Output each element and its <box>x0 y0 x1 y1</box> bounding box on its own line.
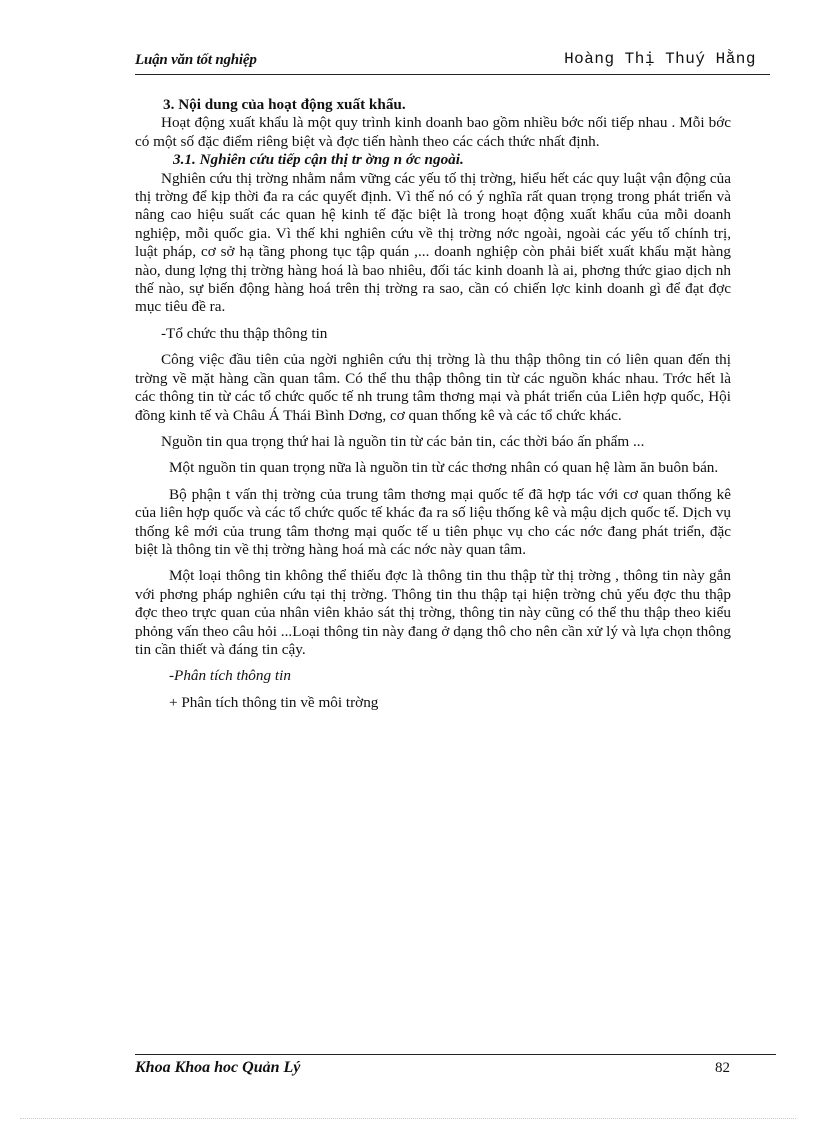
page-body <box>135 96 731 712</box>
paragraph-market-research: Nghiên cứu thị trờng nhằm nắm vững các yếu tố thị trờng, hiểu hết các quy luật vận động của thị trờng để kịp thời đa ra các quyết định. Vì thế nó có ý nghĩa rất quan trọng trong phát triển và nâng cao hiệu suất các quan hệ kinh tế đặc biệt là trong hoạt động xuất khẩu của mỗi doanh nghiệp, mỗi quốc gia. Vì thế khi nghiên cứu về thị trờng nớc ngoài, ngoài các yếu tố chính trị, luật pháp, cơ sở hạ tầng phong tục tập quán ,... doanh nghiệp còn phải biết xuất khẩu mặt hàng nào, dung lợng thị trờng hàng hoá là bao nhiêu, đối tác kinh doanh là ai, phơng thức giao dịch nh thế nào, sự biến động hàng hoá trên thị trờng ra sao, cần có chiến lợc kinh doanh gì để đạt đợc mục tiêu đề ra. <box>135 169 731 316</box>
item-collect-info: -Tổ chức thu thập thông tin <box>161 324 328 342</box>
section-heading: 3. Nội dung của hoạt động xuất khẩu. <box>163 96 406 113</box>
header-author: Hoàng Thị Thuý Hằng <box>564 50 756 68</box>
paragraph-collect-sources: Công việc đầu tiên của ngời nghiên cứu thị trờng là thu thập thông tin có liên quan đến thị trờng về mặt hàng cần quan tâm. Có thể thu thập thông tin từ các nguồn khác nhau. Trớc hết là các thông tin từ các tổ chức quốc tế nh trung tâm thơng mại và phát triển của Liên hợp quốc, Hội đồng kinh tế và Châu Á Thái Bình Dơng, cơ quan thống kê và các tổ chức khác. <box>135 351 731 424</box>
page-footer <box>135 1054 776 1083</box>
header-thesis-title: Luận văn tốt nghiệp <box>135 52 257 68</box>
paragraph-merchants-source: Một nguồn tin quan trọng nữa là nguồn tin từ các thơng nhân có quan hệ làm ăn buôn bán. <box>169 459 719 477</box>
footer-faculty: Khoa Khoa hoc Quản Lý <box>135 1059 301 1076</box>
page-number: 82 <box>715 1060 730 1076</box>
intro-paragraph: Hoạt động xuất khẩu là một quy trình kinh doanh bao gồm nhiều bớc nối tiếp nhau . Mỗi bớc có một số đặc điểm riêng biệt và đợc tiến hành theo các cách thức nhất định. <box>135 114 731 150</box>
paragraph-second-source: Nguồn tin qua trọng thứ hai là nguồn tin từ các bản tin, các thời báo ấn phẩm ... <box>161 432 645 450</box>
subsection-heading: 3.1. Nghiên cứu tiếp cận thị tr ờng n ớc ngoài. <box>173 151 464 169</box>
item-analyze-info: -Phân tích thông tin <box>169 667 291 685</box>
paragraph-itc-advisory: Bộ phận t vấn thị trờng của trung tâm thơng mại quốc tế đã hợp tác với cơ quan thống kê của liên hợp quốc và các tổ chức quốc tế khác đa ra số liệu thống kê và mậu dịch quốc tế. Dịch vụ thống kê mới của trung tâm thơng mại quốc tế u tiên phục vụ cho các nớc đang phát triển, đặc biệt là thông tin về thị trờng hàng hoá mà các nớc này quan tâm. <box>135 485 731 558</box>
paragraph-field-info: Một loại thông tin không thể thiếu đợc là thông tin thu thập từ thị trờng , thông tin này gắn với phơng pháp nghiên cứu tại thị trờng. Thông tin thu thập tại hiện trờng chủ yếu đợc thu thập đợc theo trực quan của nhân viên khảo sát thị trờng, thông tin này cũng có thể thu thập theo kiểu phỏng vấn theo câu hỏi ...Loại thông tin này đang ở dạng thô cho nên cần xử lý và lựa chọn thông tin cần thiết và đáng tin cậy. <box>135 567 731 658</box>
page-bottom-divider <box>20 1118 796 1119</box>
item-analyze-environment: + Phân tích thông tin về môi trờng <box>169 693 379 711</box>
page-header <box>135 50 770 75</box>
